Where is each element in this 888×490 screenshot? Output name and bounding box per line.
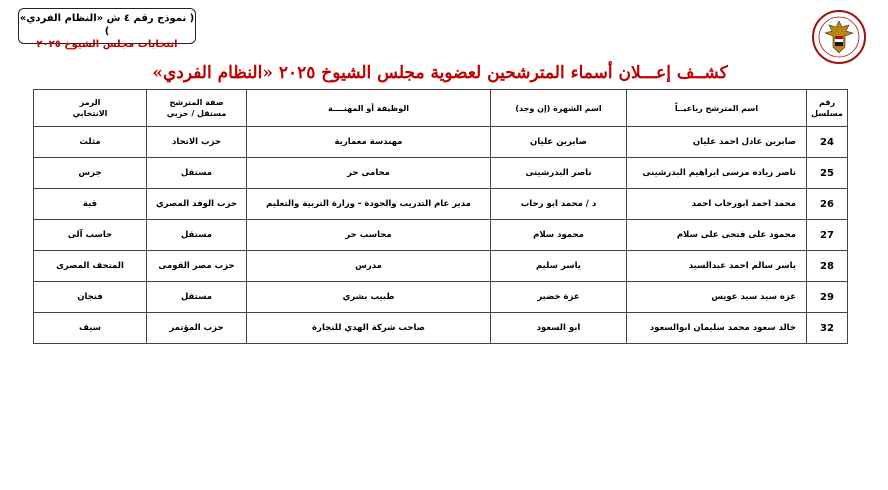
job-cell: مدرس <box>247 251 491 282</box>
header-type-line2: مستقل / حزبي <box>166 109 227 118</box>
job-cell: طبيب بشري <box>247 282 491 313</box>
candidates-table <box>33 89 848 344</box>
name-cell: ياسر سالم احمد عبدالسيد <box>627 251 807 282</box>
job-cell: محامى حر <box>247 158 491 189</box>
table-row <box>34 158 848 189</box>
serial-cell: 28 <box>807 251 848 282</box>
type-cell: مستقل <box>147 158 247 189</box>
job-cell: مهندسة معمارية <box>247 127 491 158</box>
form-number-box <box>18 8 196 50</box>
type-cell: حزب المؤتمر <box>147 313 247 344</box>
election-name-label: انتخابات مجلس الشيوخ ٢٠٢٥ <box>36 39 178 50</box>
header-symbol-line2: الانتخابي <box>72 109 108 118</box>
name-cell: عزه سيد سيد عويس <box>627 282 807 313</box>
table-row <box>34 220 848 251</box>
fame-cell: محمود سلام <box>491 220 627 251</box>
serial-cell: 26 <box>807 189 848 220</box>
job-cell: صاحب شركة الهدي للتجارة <box>247 313 491 344</box>
symbol-cell: سيف <box>34 313 147 344</box>
header-type <box>147 90 247 127</box>
serial-cell: 32 <box>807 313 848 344</box>
type-cell: حزب الاتحاد <box>147 127 247 158</box>
header-symbol-line1: الرمز <box>79 98 101 107</box>
symbol-cell: حاسب آلى <box>34 220 147 251</box>
name-cell: صابرين عادل احمد عليان <box>627 127 807 158</box>
type-cell: حزب الوفد المصري <box>147 189 247 220</box>
job-cell: محاسب حر <box>247 220 491 251</box>
header-serial <box>807 90 848 127</box>
table-row <box>34 251 848 282</box>
header-symbol <box>34 90 147 127</box>
name-cell: خالد سعود محمد سليمان ابوالسعود <box>627 313 807 344</box>
header-name: اسم المترشح رباعيــاً <box>627 90 807 127</box>
table-row <box>34 313 848 344</box>
header-type-line1: صفة المترشح <box>169 98 224 107</box>
header-serial-line1: رقم <box>818 98 836 107</box>
fame-cell: عزة خضير <box>491 282 627 313</box>
table-row <box>34 127 848 158</box>
header-serial-line2: مسلسل <box>811 109 843 118</box>
symbol-cell: جرس <box>34 158 147 189</box>
fame-cell: ابو السعود <box>491 313 627 344</box>
symbol-cell: مثلث <box>34 127 147 158</box>
name-cell: ناصر زياده مرسى ابراهيم البدرشينى <box>627 158 807 189</box>
symbol-cell: قبة <box>34 189 147 220</box>
serial-cell: 24 <box>807 127 848 158</box>
fame-cell: ناصر البدرشينى <box>491 158 627 189</box>
fame-cell: ياسر سليم <box>491 251 627 282</box>
eagle-emblem-icon <box>811 9 867 65</box>
page-title: كشــف إعـــلان أسماء المترشحين لعضوية مجلس الشيوخ ٢٠٢٥ «النظام الفردي» <box>152 63 728 83</box>
serial-cell: 25 <box>807 158 848 189</box>
type-cell: حزب مصر القومى <box>147 251 247 282</box>
symbol-cell: فنجان <box>34 282 147 313</box>
serial-cell: 27 <box>807 220 848 251</box>
header-fame: اسم الشهرة (إن وجد) <box>491 90 627 127</box>
election-authority-logo <box>811 9 867 65</box>
table-header-row <box>34 90 848 127</box>
table-row <box>34 282 848 313</box>
header-job: الوظيفة أو المهنــــة <box>247 90 491 127</box>
name-cell: محمد احمد ابورحاب احمد <box>627 189 807 220</box>
type-cell: مستقل <box>147 282 247 313</box>
form-number-label: ( نموذج رقم ٤ ش «النظام الفردي» ) <box>19 13 195 37</box>
job-cell: مدير عام التدريب والجودة - وزارة التربية والتعليم <box>247 189 491 220</box>
table-row <box>34 189 848 220</box>
fame-cell: د / محمد ابو رحاب <box>491 189 627 220</box>
name-cell: محمود على فتحى على سلام <box>627 220 807 251</box>
fame-cell: صابرين عليان <box>491 127 627 158</box>
type-cell: مستقل <box>147 220 247 251</box>
symbol-cell: المتحف المصرى <box>34 251 147 282</box>
serial-cell: 29 <box>807 282 848 313</box>
